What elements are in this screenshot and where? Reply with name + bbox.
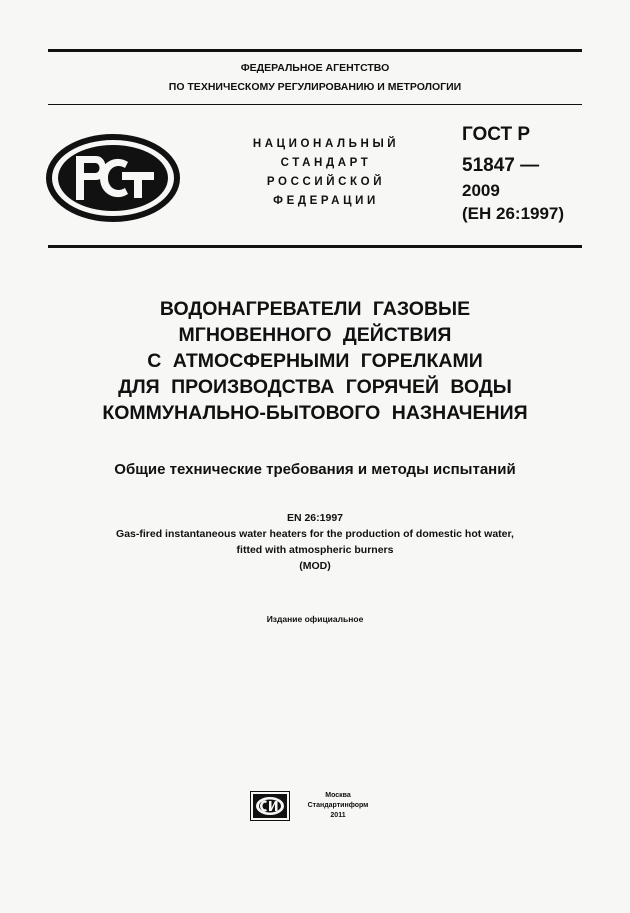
designation-line2: 51847 —: [462, 155, 540, 176]
standard-type-line4: ФЕДЕРАЦИИ: [273, 195, 379, 207]
designation-line3: 2009: [462, 181, 500, 200]
agency-name-line1: ФЕДЕРАЛЬНОЕ АГЕНТСТВО: [240, 62, 390, 74]
en-reference-code: EN 26:1997: [286, 512, 344, 524]
document-title-line5: КОММУНАЛЬНО-БЫТОВОГО НАЗНАЧЕНИЯ: [102, 402, 528, 424]
publisher-city: Москва: [325, 792, 351, 799]
standard-type-line3: РОССИЙСКОЙ: [266, 176, 386, 188]
standard-type-line1: НАЦИОНАЛЬНЫЙ: [252, 138, 400, 150]
document-title-line1: ВОДОНАГРЕВАТЕЛИ ГАЗОВЫЕ: [159, 298, 471, 320]
standartinform-logo-icon: [250, 791, 290, 821]
agency-name-line2: ПО ТЕХНИЧЕСКОМУ РЕГУЛИРОВАНИЮ И МЕТРОЛОГИИ: [168, 81, 462, 93]
designation-line1: ГОСТ Р: [462, 124, 531, 145]
top-rule: [48, 49, 582, 52]
document-title-line3: С АТМОСФЕРНЫМИ ГОРЕЛКАМИ: [147, 350, 483, 372]
document-subtitle: Общие технические требования и методы испытаний: [114, 461, 516, 478]
publisher-year: 2011: [330, 812, 346, 819]
document-title-line2: МГНОВЕННОГО ДЕЙСТВИЯ: [178, 324, 452, 346]
designation-line4: (ЕН 26:1997): [462, 204, 565, 223]
en-reference-modification: (MOD): [299, 560, 331, 572]
edition-label: Издание официальное: [266, 614, 364, 624]
publisher-name: Стандартинформ: [307, 802, 369, 809]
header-bottom-rule: [48, 245, 582, 248]
en-reference-title-line2: fitted with atmospheric burners: [236, 544, 394, 556]
agency-rule: [48, 104, 582, 105]
en-reference-title-line1: Gas-fired instantaneous water heaters for the production of domestic hot water,: [116, 528, 514, 540]
document-title-line4: ДЛЯ ПРОИЗВОДСТВА ГОРЯЧЕЙ ВОДЫ: [118, 376, 512, 398]
standard-type-line2: СТАНДАРТ: [280, 157, 372, 169]
rst-logo-icon: [46, 134, 180, 222]
